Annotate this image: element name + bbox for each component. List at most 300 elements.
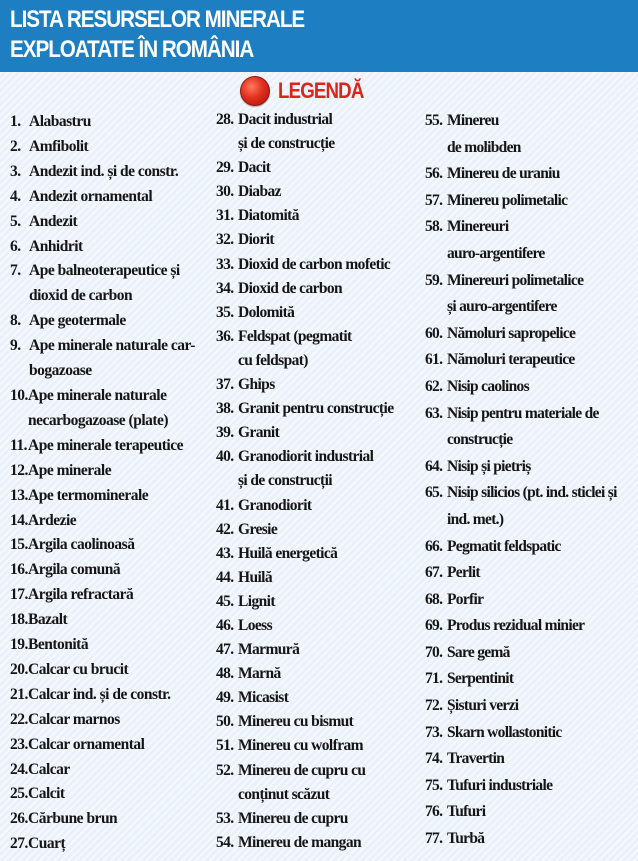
item-text bbox=[238, 445, 373, 493]
item-text bbox=[447, 666, 513, 693]
list-item bbox=[425, 454, 635, 481]
item-text bbox=[28, 758, 70, 783]
list-item bbox=[216, 590, 424, 614]
list-item bbox=[216, 373, 424, 397]
list-item bbox=[216, 807, 424, 831]
item-text bbox=[238, 204, 299, 228]
item-text bbox=[447, 321, 575, 348]
item-text-line: Nisip și pietriș bbox=[447, 457, 531, 475]
item-number: 41. bbox=[216, 496, 234, 514]
list-item bbox=[10, 309, 215, 334]
item-text bbox=[447, 401, 599, 454]
list-item bbox=[425, 640, 635, 667]
item-text-line: Ardezie bbox=[28, 511, 77, 529]
item-number: 54. bbox=[216, 833, 234, 851]
item-number: 16. bbox=[10, 561, 28, 579]
legend bbox=[240, 78, 379, 104]
item-text-line: Andezit ornamental bbox=[29, 187, 153, 205]
list-item bbox=[425, 666, 635, 693]
item-number: 47. bbox=[216, 641, 234, 659]
list-item bbox=[216, 734, 424, 758]
item-text-line: Pegmatit feldspatic bbox=[447, 537, 561, 555]
item-number: 59. bbox=[425, 271, 443, 289]
item-text bbox=[238, 734, 363, 758]
list-item bbox=[425, 374, 635, 401]
item-text-line: Diorit bbox=[238, 231, 274, 249]
item-number: 22. bbox=[10, 710, 28, 728]
item-number: 61. bbox=[425, 351, 443, 369]
list-item bbox=[216, 180, 424, 204]
item-text bbox=[238, 108, 335, 156]
item-text bbox=[29, 160, 178, 185]
item-number: 21. bbox=[10, 685, 28, 703]
list-item bbox=[425, 347, 635, 374]
list-item bbox=[10, 608, 215, 633]
item-text-line: Ape minerale bbox=[28, 461, 112, 479]
item-text bbox=[447, 188, 567, 215]
item-text-line: dioxid de carbon bbox=[29, 287, 133, 305]
item-number: 37. bbox=[216, 376, 234, 394]
item-number: 31. bbox=[216, 207, 234, 225]
item-number: 4. bbox=[10, 187, 21, 205]
item-number: 24. bbox=[10, 760, 28, 778]
item-number: 3. bbox=[10, 162, 21, 180]
item-number: 45. bbox=[216, 592, 234, 610]
item-text-line: Huilă energetică bbox=[238, 544, 338, 562]
item-text bbox=[447, 268, 583, 321]
item-text-line: Ape termominerale bbox=[28, 486, 149, 504]
item-text-line: Granit bbox=[238, 424, 280, 442]
item-text-line: Calcar ind. și de constr. bbox=[28, 685, 171, 703]
item-number: 6. bbox=[10, 237, 21, 255]
item-text-line: Skarn wollastonitic bbox=[447, 723, 562, 741]
item-text-line: Ape minerale naturale car- bbox=[29, 337, 195, 355]
item-text-line: Anhidrit bbox=[29, 237, 83, 255]
item-number: 39. bbox=[216, 424, 234, 442]
list-item bbox=[10, 484, 215, 509]
list-item bbox=[425, 534, 635, 561]
list-item bbox=[10, 683, 215, 708]
list-item bbox=[216, 277, 424, 301]
item-number: 13. bbox=[10, 486, 28, 504]
item-text-line: Perlit bbox=[447, 564, 480, 582]
item-text-line: Minereu de cupru bbox=[238, 809, 348, 827]
item-number: 43. bbox=[216, 544, 234, 562]
title-banner bbox=[0, 0, 638, 72]
item-text bbox=[238, 542, 337, 566]
item-text bbox=[238, 494, 311, 518]
item-text-line: Tufuri industriale bbox=[447, 776, 553, 794]
item-text bbox=[238, 759, 365, 807]
item-number: 19. bbox=[10, 636, 28, 654]
item-text bbox=[447, 161, 560, 188]
list-item bbox=[216, 710, 424, 734]
item-text bbox=[238, 686, 288, 710]
item-text-line: Turbă bbox=[447, 830, 485, 848]
item-text-line: Minereu bbox=[447, 112, 499, 129]
item-text-line: Calcar bbox=[28, 760, 70, 778]
list-item bbox=[10, 210, 215, 235]
item-text bbox=[28, 509, 76, 534]
item-text bbox=[238, 662, 281, 686]
item-text bbox=[238, 228, 274, 252]
item-number: 71. bbox=[425, 670, 443, 688]
item-text-line: Dacit industrial bbox=[238, 111, 333, 128]
list-item bbox=[425, 826, 635, 853]
item-text bbox=[447, 746, 504, 773]
list-item bbox=[216, 638, 424, 662]
item-number: 35. bbox=[216, 303, 234, 321]
legend-label: LEGENDĂ bbox=[278, 78, 364, 103]
list-item bbox=[216, 445, 424, 493]
item-text bbox=[447, 826, 484, 853]
item-text-line: Nisip pentru materiale de bbox=[447, 404, 599, 422]
item-number: 60. bbox=[425, 324, 443, 342]
item-text bbox=[28, 583, 133, 608]
item-text bbox=[28, 384, 168, 434]
item-text bbox=[28, 533, 134, 558]
item-text-line: Micasist bbox=[238, 689, 289, 707]
list-item bbox=[216, 156, 424, 180]
item-number: 57. bbox=[425, 191, 443, 209]
item-text bbox=[28, 683, 171, 708]
item-number: 42. bbox=[216, 520, 234, 538]
item-text-line: necarbogazoase (plate) bbox=[28, 411, 169, 429]
item-number: 26. bbox=[10, 810, 28, 828]
list-item bbox=[10, 807, 215, 832]
item-number: 64. bbox=[425, 457, 443, 475]
item-number: 5. bbox=[10, 212, 21, 230]
item-number: 46. bbox=[216, 616, 234, 634]
list-item bbox=[425, 401, 635, 454]
list-item bbox=[10, 459, 215, 484]
item-text-line: Nisip silicios (pt. ind. sticlei și bbox=[447, 484, 617, 502]
list-item bbox=[425, 613, 635, 640]
list-item bbox=[10, 782, 215, 807]
list-item bbox=[10, 583, 215, 608]
list-item bbox=[10, 633, 215, 658]
item-text bbox=[447, 693, 518, 720]
column-3 bbox=[425, 108, 635, 853]
item-number: 75. bbox=[425, 776, 443, 794]
item-number: 68. bbox=[425, 590, 443, 608]
item-text bbox=[29, 135, 88, 160]
list-item bbox=[10, 185, 215, 210]
item-text-line: Argila comună bbox=[28, 561, 121, 579]
item-number: 25. bbox=[10, 785, 28, 803]
item-number: 50. bbox=[216, 713, 234, 731]
item-number: 10. bbox=[10, 386, 28, 404]
item-text-line: Granodiorit bbox=[238, 496, 312, 514]
list-item bbox=[10, 384, 215, 434]
item-number: 49. bbox=[216, 689, 234, 707]
item-text-line: ind. met.) bbox=[447, 510, 504, 528]
item-text-line: Minereu de cupru cu bbox=[238, 761, 366, 779]
item-text bbox=[28, 558, 120, 583]
list-item bbox=[10, 708, 215, 733]
item-text bbox=[28, 633, 88, 658]
item-number: 36. bbox=[216, 327, 234, 345]
list-item bbox=[10, 533, 215, 558]
item-text bbox=[238, 277, 342, 301]
item-text bbox=[29, 235, 83, 260]
item-text-line: Minereu polimetalic bbox=[447, 191, 568, 209]
list-item bbox=[216, 397, 424, 421]
item-text-line: Granodiorit industrial bbox=[238, 448, 374, 466]
item-text bbox=[238, 397, 393, 421]
list-item bbox=[425, 108, 635, 161]
item-number: 14. bbox=[10, 511, 28, 529]
item-text-line: Produs rezidual minier bbox=[447, 617, 585, 635]
item-number: 62. bbox=[425, 377, 443, 395]
item-text bbox=[238, 566, 272, 590]
item-text-line: Nămoluri terapeutice bbox=[447, 351, 575, 369]
list-item bbox=[425, 214, 635, 267]
item-text-line: Diatomită bbox=[238, 207, 299, 225]
list-item bbox=[216, 108, 424, 156]
item-text bbox=[28, 658, 128, 683]
item-number: 44. bbox=[216, 568, 234, 586]
item-text bbox=[447, 560, 480, 587]
item-number: 51. bbox=[216, 737, 234, 755]
item-text-line: de molibden bbox=[447, 138, 521, 156]
item-text-line: Bentonită bbox=[28, 636, 89, 654]
item-text-line: Marmură bbox=[238, 641, 300, 659]
list-item bbox=[216, 759, 424, 807]
item-text-line: Serpentinit bbox=[447, 670, 514, 688]
column-2 bbox=[216, 108, 424, 855]
list-item bbox=[216, 542, 424, 566]
item-text-line: Ape geotermale bbox=[29, 312, 126, 330]
item-number: 53. bbox=[216, 809, 234, 827]
item-text-line: Minereu de mangan bbox=[238, 833, 361, 851]
item-text bbox=[238, 831, 361, 855]
list-item bbox=[216, 228, 424, 252]
item-number: 8. bbox=[10, 312, 21, 330]
item-text bbox=[447, 108, 521, 161]
item-text bbox=[447, 587, 483, 614]
item-text-line: și auro-argentifere bbox=[447, 298, 557, 316]
item-text-line: Minereu cu wolfram bbox=[238, 737, 363, 755]
item-number: 66. bbox=[425, 537, 443, 555]
item-number: 38. bbox=[216, 400, 234, 418]
item-number: 74. bbox=[425, 750, 443, 768]
list-item bbox=[216, 204, 424, 228]
title-line-2: EXPLOATATE ÎN ROMÂNIA bbox=[10, 36, 254, 63]
item-text-line: Argila refractară bbox=[28, 586, 134, 604]
list-item bbox=[425, 693, 635, 720]
item-text bbox=[238, 518, 277, 542]
item-text-line: Minereuri polimetalice bbox=[447, 271, 584, 289]
item-number: 33. bbox=[216, 255, 234, 273]
item-text-line: Travertin bbox=[447, 750, 505, 768]
item-text bbox=[238, 373, 275, 397]
item-text bbox=[28, 708, 120, 733]
item-text-line: Feldspat (pegmatit bbox=[238, 327, 352, 345]
item-text bbox=[238, 614, 272, 638]
list-item bbox=[425, 188, 635, 215]
list-item bbox=[10, 434, 215, 459]
item-number: 12. bbox=[10, 461, 28, 479]
item-text-line: Dioxid de carbon bbox=[238, 279, 343, 297]
item-text-line: Cărbune brun bbox=[28, 810, 118, 828]
item-text bbox=[447, 214, 545, 267]
item-text-line: Loess bbox=[238, 616, 273, 634]
item-text-line: Minereu de uraniu bbox=[447, 165, 560, 183]
item-number: 7. bbox=[10, 262, 21, 280]
item-text bbox=[447, 454, 531, 481]
item-text bbox=[238, 807, 348, 831]
list-item bbox=[10, 509, 215, 534]
item-text bbox=[28, 832, 65, 857]
item-text bbox=[447, 799, 485, 826]
item-number: 55. bbox=[425, 112, 443, 129]
item-text bbox=[28, 434, 183, 459]
item-text-line: Marnă bbox=[238, 665, 281, 683]
list-item bbox=[216, 566, 424, 590]
item-text-line: bogazoase bbox=[29, 362, 92, 380]
item-number: 67. bbox=[425, 564, 443, 582]
title-line-1: LISTA RESURSELOR MINERALE bbox=[10, 6, 305, 33]
item-text-line: Dolomită bbox=[238, 303, 295, 321]
item-text bbox=[29, 185, 152, 210]
item-number: 73. bbox=[425, 723, 443, 741]
item-text bbox=[447, 773, 552, 800]
item-text-line: și de construcție bbox=[238, 135, 335, 153]
item-number: 65. bbox=[425, 484, 443, 502]
item-number: 27. bbox=[10, 835, 28, 853]
item-text bbox=[238, 325, 352, 373]
item-number: 32. bbox=[216, 231, 234, 249]
item-text-line: construcție bbox=[447, 431, 513, 449]
item-text bbox=[238, 710, 353, 734]
item-number: 2. bbox=[10, 137, 21, 155]
item-text bbox=[238, 253, 390, 277]
item-text bbox=[447, 374, 529, 401]
list-item bbox=[10, 110, 215, 135]
list-item bbox=[425, 161, 635, 188]
item-number: 34. bbox=[216, 279, 234, 297]
list-item bbox=[216, 301, 424, 325]
list-item bbox=[10, 135, 215, 160]
list-item bbox=[425, 321, 635, 348]
list-item bbox=[10, 558, 215, 583]
list-item bbox=[10, 758, 215, 783]
item-text-line: Dioxid de carbon mofetic bbox=[238, 255, 391, 273]
item-text-line: Nisip caolinos bbox=[447, 377, 529, 395]
item-text bbox=[238, 156, 270, 180]
list-item bbox=[10, 259, 215, 309]
item-text bbox=[28, 782, 65, 807]
list-item bbox=[10, 658, 215, 683]
item-number: 52. bbox=[216, 761, 234, 779]
item-number: 28. bbox=[216, 111, 234, 128]
item-text bbox=[238, 301, 294, 325]
item-number: 15. bbox=[10, 536, 28, 554]
item-text-line: cu feldspat) bbox=[238, 351, 308, 369]
item-text bbox=[447, 613, 584, 640]
item-text-line: Minereuri bbox=[447, 218, 509, 236]
list-item bbox=[216, 253, 424, 277]
item-text-line: auro-argentifere bbox=[447, 244, 545, 262]
item-text-line: Gresie bbox=[238, 520, 278, 538]
item-text bbox=[238, 590, 275, 614]
item-text-line: și de construcții bbox=[238, 472, 332, 490]
item-number: 69. bbox=[425, 617, 443, 635]
item-text bbox=[28, 733, 144, 758]
item-number: 58. bbox=[425, 218, 443, 236]
item-text bbox=[29, 309, 126, 334]
item-text-line: Calcar ornamental bbox=[28, 735, 145, 753]
list-item bbox=[425, 773, 635, 800]
item-text-line: Andezit ind. și de constr. bbox=[29, 162, 179, 180]
item-text bbox=[29, 259, 180, 309]
item-text bbox=[238, 180, 281, 204]
item-text-line: Alabastru bbox=[29, 113, 91, 130]
item-text-line: Sare gemă bbox=[447, 643, 510, 661]
item-text bbox=[447, 640, 510, 667]
list-item bbox=[10, 235, 215, 260]
list-item bbox=[10, 160, 215, 185]
item-number: 11. bbox=[10, 436, 28, 454]
list-item bbox=[216, 662, 424, 686]
item-text bbox=[447, 480, 617, 533]
item-text bbox=[447, 347, 575, 374]
item-number: 20. bbox=[10, 660, 28, 678]
item-text-line: Argila caolinoasă bbox=[28, 536, 135, 554]
item-number: 48. bbox=[216, 665, 234, 683]
item-number: 9. bbox=[10, 337, 21, 355]
item-number: 23. bbox=[10, 735, 28, 753]
item-number: 72. bbox=[425, 697, 443, 715]
item-text-line: Ape balneoterapeutice și bbox=[29, 262, 180, 280]
list-item bbox=[10, 832, 215, 857]
item-number: 56. bbox=[425, 165, 443, 183]
item-text-line: Ape minerale terapeutice bbox=[28, 436, 183, 454]
list-item bbox=[216, 325, 424, 373]
item-text bbox=[29, 110, 91, 135]
item-text-line: Amfibolit bbox=[29, 137, 89, 155]
item-text bbox=[238, 638, 299, 662]
item-text-line: conținut scăzut bbox=[238, 785, 330, 803]
item-text-line: Ghips bbox=[238, 376, 275, 394]
list-item bbox=[425, 268, 635, 321]
list-item bbox=[216, 421, 424, 445]
item-text-line: Lignit bbox=[238, 592, 275, 610]
item-text-line: Diabaz bbox=[238, 183, 281, 201]
item-number: 29. bbox=[216, 159, 234, 177]
list-item bbox=[216, 518, 424, 542]
item-number: 77. bbox=[425, 830, 443, 848]
list-item bbox=[10, 733, 215, 758]
list-item bbox=[425, 720, 635, 747]
item-text-line: Nămoluri sapropelice bbox=[447, 324, 576, 342]
item-text bbox=[447, 720, 562, 747]
item-text bbox=[28, 459, 111, 484]
item-text-line: Minereu cu bismut bbox=[238, 713, 354, 731]
item-text-line: Tufuri bbox=[447, 803, 486, 821]
item-text-line: Calcit bbox=[28, 785, 65, 803]
item-text bbox=[28, 484, 148, 509]
item-number: 70. bbox=[425, 643, 443, 661]
item-number: 18. bbox=[10, 611, 28, 629]
list-item bbox=[425, 560, 635, 587]
item-number: 1. bbox=[10, 113, 21, 130]
list-item bbox=[216, 614, 424, 638]
list-item bbox=[425, 480, 635, 533]
item-number: 63. bbox=[425, 404, 443, 422]
item-text-line: Granit pentru construcție bbox=[238, 400, 394, 418]
